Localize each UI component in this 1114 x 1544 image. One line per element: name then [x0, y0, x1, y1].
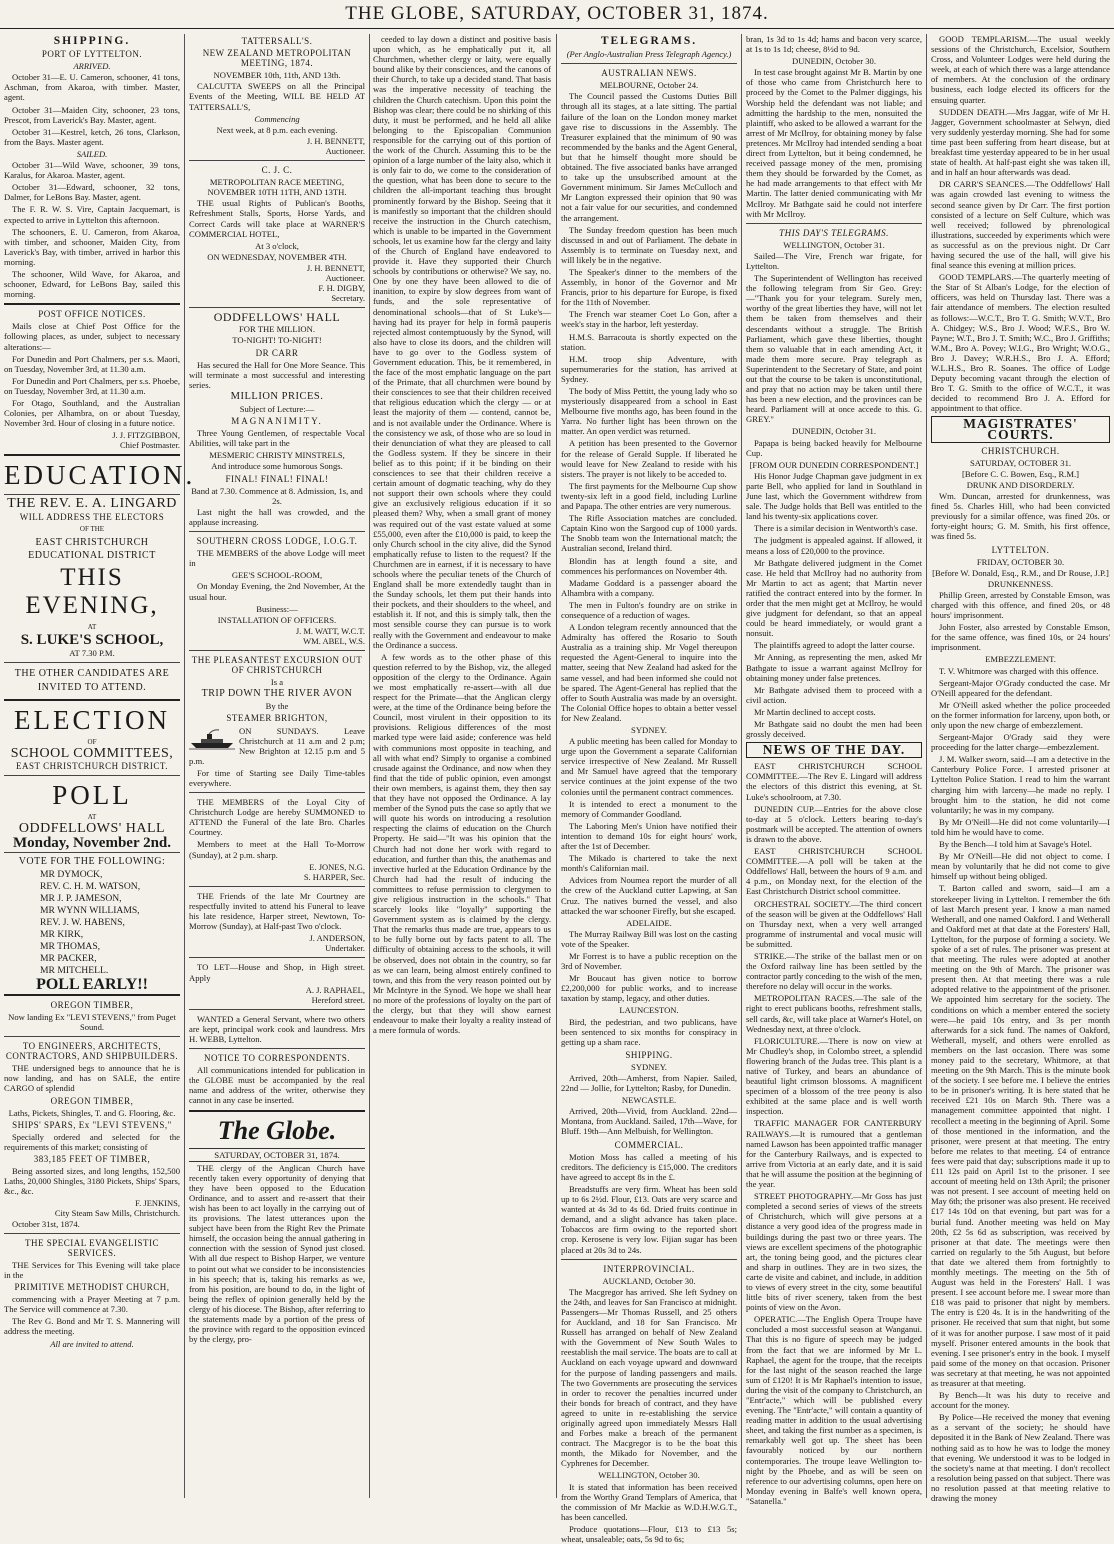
candidate-list: [4, 869, 180, 977]
post-notice: For Dunedin and Port Chalmers, per s.s. Phoebe, on Tuesday, November 3rd, at 11.30 a.m.: [4, 375, 180, 396]
dateline: DUNEDIN, October 30.: [791, 56, 876, 67]
news-paragraph: Arrived, 20th—Vivid, from Auckland. 22nd—Montana, from Auckland. Sailed, 17th—Wave, for Bluff. 19th—Ann Melbuish, for Wellington.: [561, 1106, 737, 1137]
ad-line: Commencing: [254, 113, 300, 124]
divider: [4, 1036, 180, 1037]
notice-text: All communications intended for publication in the GLOBE must be accompanied by the real name and address of the writer, otherwise they cannot in any case be inserted.: [189, 1065, 365, 1106]
ad-text: Three Young Gentlemen, of respectable Vocal Abilities, will take part in the: [189, 428, 365, 449]
ad-line: Now landing Ex "LEVI STEVENS," from Puget Sound.: [8, 1011, 176, 1032]
divider: [4, 699, 180, 701]
news-paragraph: The Mikado is chartered to take the next month's Californian mail.: [561, 853, 737, 874]
dateline: SYDNEY.: [631, 1061, 667, 1072]
news-paragraph: H.M.S. Barracouta is shortly expected on the station.: [561, 331, 737, 352]
dateline: DRUNK AND DISORDERLY.: [966, 479, 1075, 490]
ad-line: EAST CHRISTCHURCH EDUCATIONAL DISTRICT: [28, 536, 156, 561]
signature-title: City Steam Saw Mills, Christchurch.: [54, 1208, 180, 1219]
column-6: [931, 34, 1110, 1504]
court-paragraph: By Bench—It was his duty to receive and account for the money.: [931, 1390, 1110, 1411]
post-office-heading: POST OFFICE NOTICES.: [38, 309, 146, 320]
news-item: DUNEDIN CUP.—Entries for the above close to-day at 5 o'clock. Letters bearing to-day's postmark will be accepted. The attention of owners is drawn to the above.: [746, 803, 922, 844]
candidate-name: MR KIRK,: [40, 928, 84, 940]
court-paragraph: T. V. Whitmore was charged with this offence.: [939, 665, 1099, 676]
news-paragraph: Mr Anning, as representing the men, asked Mr Bathgate to issue a warrant against McIlroy for obtaining money under false pretences.: [746, 652, 922, 683]
dateline: FRIDAY, OCTOBER 30.: [976, 556, 1065, 567]
divider: [189, 307, 365, 308]
news-item: EAST CHRISTCHURCH SCHOOL COMMITTEE.—The Rev E. Lingard will address the electors of this district this evening, at St. Luke's schoolroom, at 7.30.: [746, 761, 922, 802]
ad-text: Members to meet at the Hall To-Morrow (Sunday), at 2 p.m. sharp.: [189, 839, 365, 860]
ad-text: THE undersigned begs to announce that he is now landing, and has on SALE, the entire CARGO of splendid: [4, 1063, 180, 1094]
column-rule: [556, 34, 557, 1498]
news-item: STREET PHOTOGRAPHY.—Mr Goss has just completed a second series of views of the streets of Christchurch, which will give persons at a distance a very good idea of the progress made in buildings during the past two or three years. The views are excellent specimens of the photographic art, the toning being good, and the pictures clear and sharp in outlines. They are in two sizes, the carte de visite and cabinet, and include, in addition to views of every street in the city, some beautiful little bits of river scenery, taken from the best points of view on the Avon.: [746, 1191, 922, 1313]
election-headline: ELECTION: [14, 705, 170, 736]
court-paragraph: Mr O'Neill asked whether the police proceeded on the former information for larceny, upon both, or only upon the new charge of embezzlement.: [931, 699, 1110, 730]
this-evening-headline: THIS EVENING,: [25, 563, 159, 619]
ad-heading: OREGON TIMBER,: [50, 999, 134, 1010]
arrived-heading: ARRIVED.: [73, 61, 111, 72]
signature-title: Auctioneer.: [325, 272, 365, 283]
signature-title: Auctioneer.: [325, 145, 365, 156]
court-paragraph: By Mr O'Neill—He did not object to come. I mean by voluntarily that he did not come to give himself up without being obliged.: [931, 851, 1110, 882]
candidate-name: REV. J. W. HABENS,: [40, 916, 125, 928]
shipping-entry: October 31—Wild Wave, schooner, 39 tons, Karalus, for Akaroa. Master, agent.: [4, 160, 180, 181]
news-paragraph: A London telegram recently announced that the Admiralty has offered the Rosario to South Australia as a training ship. Mr Vogel thereupon requested the Agent-General to inquire into the matter, seeing that New Zealand had asked for the same vessel, and had been informed she could not be spared. The Agent-General has replied that the offer to South Australia was made by an oversight. The Colonial Office hopes to obtain a better vessel for New Zealand.: [561, 622, 737, 723]
ad-line: Band at 7.30. Commence at 8. Admission, 1s, and 2s.: [191, 485, 363, 506]
candidate-name: MR PACKER,: [40, 952, 97, 964]
dateline: WELLINGTON, October 31.: [783, 239, 885, 250]
candidate-name: MR MITCHELL.: [40, 964, 109, 976]
ad-line: AT 7.30 P.M.: [69, 647, 115, 658]
ad-text: CALCUTTA SWEEPS on all the Principal Events of the Meeting, WILL BE HELD AT TATTERSALL'S,: [189, 81, 365, 112]
ad-line: EAST CHRISTCHURCH DISTRICT.: [16, 761, 168, 772]
news-paragraph: bran, 1s 3d to 1s 4d; hams and bacon very scarce, at 1s to 1s 1d; cheese, 8½d to 9d.: [746, 34, 922, 55]
editorial-paragraph: ceeded to lay down a distinct and positive basis upon which, as he emphatically put it, all Churchmen, whether clergy or laity, were equally bound alike by their consciences, and the canons of their Church, to take up a decided stand. That basis was the imperative necessity of teaching the children the Church catechism. Upon this point the Bishop was clear; there could be no shirking of this duty, it must be performed, and he held all alike belonging to the Episcopalian Communion responsible for the carrying out of this portion of the work of the Church. Assuming this to be the opinion of a large number of the laity also, which it is only fair to do, we come to the consideration of the question, what has been done to secure to the children the all-important teaching thus brought prominently forward by the Bishop. Seeing that it is manifestly so important that the children should receive the instruction in the Church catechism, which is unable to be imparted in the Government schools, let us examine how far the clergy and laity of the Church of England have endeavored to provide it. Have they supported their Church schools by contributions or otherwise? We say, no. One by one they have been allowed to die of inanition, to expire by slow degrees from want of funds, and the sole representative of denominational schools—that of St Luke's—having had its prayer for help in formâ pauperis rejected almost contemptuously by the Synod, will also have to close its doors, and the children will have to go over to the Godless system of Government education. This, be it remembered, in the face of the most emphatic language on the part of the Primate, that all churchmen were bound by their consciences to see that their children received that religious education which the clergy — or at least the majority of them — contend, cannot be, and is not available under the Ordinance. Where is the consistency we ask, of those who are so loud in their denunciation of what they are pleased to call the Godless system. If they be sincere in their belief as to this point; if it be binding on their consciences to see that their children receive a certain amount of dogmatic teaching, why do they not support their own schools where they could give an exclusively religious education if it so pleased them? Why, when a small grant of money was required out of the vast estate valued at some £55,000, even after the £10,000 is paid, to keep the only Church school in the city alive, did the Synod emphatically refuse to listen to the request? If the Churchmen are in earnest, if it is necessary to have schools where the peculiar tenets of the Church of England shall be more extendedly taught than in the Sunday schools, let them put their hands into their pockets, and their shoulders to the wheel, and establish it. If not, and this is simply talk, then the most sensible course they can pursue is to work really with the Government and endeavour to make the Ordinance a success.: [373, 34, 551, 650]
news-paragraph: His Honor Judge Chapman gave judgment in ex parte Bell, who applied for land in Southland in June last, which the Government withdrew from sale. The Judge holds that Bell was entitled to the land his twenty-six applications cover.: [746, 470, 922, 522]
divider: [189, 650, 365, 651]
dateline: LAUNCESTON.: [619, 1005, 679, 1016]
divider: [189, 792, 365, 793]
dateline: [Before W. Donald, Esq., R.M., and Dr Rouse, J.P.]: [932, 567, 1109, 578]
section-heading: SHIPPING.: [625, 1049, 673, 1060]
dateline: [Before C. C. Bowen, Esq., R.M.]: [962, 468, 1079, 479]
news-paragraph: The Laboring Men's Union have notified their intention to demand 10s for eight hours' work, after the 1st of December.: [561, 820, 737, 852]
ad-heading: SOUTHERN CROSS LODGE, I.O.G.T.: [196, 536, 358, 547]
ad-text: THE Friends of the late Mr Courtney are respectfully invited to attend his Funeral to leave his late residence, Harper street, Newtown, To-Morrow (Sunday), at Half-past Two o'clock.: [189, 890, 365, 932]
ad-text: On Monday Evening, the 2nd November, At the usual hour.: [189, 581, 365, 602]
news-paragraph: The Sunday freedom question has been much discussed in and out of Parliament. The debate in Assembly is to terminate on Tuesday next, and will likely be in the negative.: [561, 224, 737, 265]
news-item: TRAFFIC MANAGER FOR CANTERBURY RAILWAYS.—It is rumoured that a gentleman named Lawson has been appointed traffic manager for the Canterbury Railways, and is expected to arrive from Victoria at an early date, and it is said that he will assume the position at the beginning of the year.: [746, 1118, 922, 1190]
shipping-note: The schooners, E. U. Cameron, from Akaroa, with timber, and schooner, Maiden City, from Laverick's Bay, with timber, arrived in harbor this morning.: [4, 226, 180, 267]
court-paragraph: By the Bench—I told him at Savage's Hotel.: [939, 839, 1092, 850]
ad-line: Business:—: [256, 603, 298, 614]
signature: S. HARPER, Sec.: [303, 871, 365, 882]
ad-line: TRIP DOWN THE RIVER AVON: [201, 688, 353, 700]
ad-text: Last night the hall was crowded, and the applause increasing.: [189, 506, 365, 527]
ad-line: Next week, at 8 p.m. each evening.: [216, 124, 338, 135]
news-paragraph: There is a similar decision in Wentworth's case.: [754, 523, 918, 534]
candidate-name: MR THOMAS,: [40, 940, 101, 952]
lingard-line: THE REV. E. A. LINGARD: [7, 496, 177, 512]
news-of-the-day-heading: NEWS OF THE DAY.: [746, 742, 922, 758]
steamer-boat-icon: [189, 728, 235, 750]
monday-line: Monday, November 2nd.: [12, 834, 172, 851]
divider: [4, 454, 180, 456]
column-3: [373, 34, 551, 1499]
dateline: ADELAIDE.: [626, 917, 672, 928]
shipping-note: The schooner, Wild Wave, for Akaroa, and schooner, Edward, for LeBons Bay, sailed this morning.: [4, 268, 180, 300]
candidate-name: MR WYNN WILLIAMS,: [40, 904, 140, 916]
ad-text: TO LET—House and Shop, in High street. Apply: [189, 962, 365, 983]
court-paragraph: J. M. Walker sworn, said—I am a detective in the Canterbury Police Force. I arrested prisoner at Lyttelton Police Station. I read to him the warrant charging him with larceny—he made no reply. I brought him to the station, he did not come voluntarily; he was in my company.: [931, 754, 1110, 815]
signature: J. H. BENNETT,: [306, 135, 365, 146]
news-paragraph: It is stated that information has been received from the Worthy Grand Templars of America, that the commission of Mr Mackie as W.D.H.W.G.T., has been cancelled.: [561, 1481, 737, 1522]
news-paragraph: The Council passed the Customs Duties Bill through all its stages, at a late sitting. The partial failure of the loan on the London money market gave rise to discussions in the Assembly. The Treasurer explained that the minimum of 90 was recommended by the banks and the Agent General, but that he himself thought more should be obtained. The five associated banks have arranged to take up the unsubscribed amount at the Government minimum. Sir James McCulloch and Mr Langton expressed their opinion that 90 was not a fair value for our securities, and condemned the arrangement.: [561, 91, 737, 223]
ad-line: FINAL! FINAL! FINAL!: [225, 473, 329, 484]
ad-line: OREGON TIMBER,: [50, 1095, 134, 1106]
port-heading: PORT OF LYTTELTON.: [41, 49, 143, 60]
ad-text: Being assorted sizes, and long lengths, 152,500 Laths, 20,000 Shingles, 3180 Pickets, Ships' Spars, &c., &c.: [4, 1166, 180, 1197]
dateline: SATURDAY, OCTOBER 31.: [969, 457, 1072, 468]
ad-text: THE Services for This Evening will take place in the: [4, 1259, 180, 1280]
ad-text: THE usual Rights of Publican's Booths, Refreshment Stalls, Sports, Horse Yards, and Correct Cards will take place at WARNER'S COMMERCIAL HOTEL,: [189, 198, 365, 239]
ad-line: Is a: [270, 677, 284, 688]
post-notice: For Otago, Southland, and the Australian Colonies, per Alhambra, on or about Tuesday, November 3rd. Hour of closing in a future notice.: [4, 398, 180, 429]
news-paragraph: Arrived, 20th—Amherst, from Napier. Sailed, 22nd — Jollie, for Lyttelton; Rasby, for Dunedin.: [561, 1073, 737, 1094]
shipping-entry: October 31—E. U. Cameron, schooner, 41 tons, Aschman, from Akaroa, with timber. Master, agent.: [4, 72, 180, 103]
signature-title: Secretary.: [331, 293, 365, 304]
editorial-paragraph: THE clergy of the Anglican Church have recently taken every opportunity of denying that they have been opposed to the Education Ordinance, and to assert and re-assert that their wish has been to act loyally in the carrying out of its provisions. The latest utterances upon the subject have been from the Right Rev the Primate himself, the occasion being the annual gathering in connection with the session of Synod just closed. With all due respect to Bishop Harper, we venture to point out what we consider to be inconsistencies in his speech; that is, taking his remarks as we, from his position, are bound to do, in the light of being the reflex of opinion generally held by the clergy of his diocese. The Bishop, after referring to the statements made by a portion of the press of the province with regard to the opposition evinced by the clergy, pro-: [189, 1162, 365, 1345]
news-paragraph: Advices from Noumea report the murder of all the crew of the Auckland cutter Lapwing, at San Cruz. The natives burned the vessel, and also attacked the war schooner Firefly, but she escaped.: [561, 875, 737, 916]
divider: [4, 1233, 180, 1234]
ad-line: AT: [87, 622, 97, 631]
shipping-entry: October 31—Edward, schooner, 32 tons, Dalmer, for LeBons Bay. Master, agent.: [4, 182, 180, 203]
masthead: THE GLOBE, SATURDAY, OCTOBER 31, 1874.: [0, 0, 1114, 29]
candidate-name: MR J. P. JAMESON,: [40, 892, 122, 904]
news-paragraph: Madame Goddard is a passenger aboard the Alhambra with a company.: [561, 577, 737, 598]
ad-heading: THE SPECIAL EVANGELISTIC SERVICES.: [25, 1237, 159, 1258]
news-paragraph: The Superintendent of Wellington has received the following telegram from Sir Geo. Grey:—"Thank you for your telegram. Surely men, worthy of the great liberties they have, will not let them be taken from themselves and their descendants without a struggle. The British Parliament, which gave these liberties, thought them so valuable that in each amending Act, it made them more secure. Pray telegraph as Superintendent to the Secretary of State, and point out that the course to be taken is unconstitutional, and pray that no action may be taken until there has been a new election, and the provinces can be heard. Parliament will at once accede to this. G. GREY.": [746, 273, 922, 425]
news-paragraph: The Speaker's dinner to the members of the Assembly, in honor of the Governor and Mr Francis, prior to his departure for Europe, is fixed for the 11th of November.: [561, 266, 737, 308]
vote-line: VOTE FOR THE FOLLOWING:: [18, 855, 166, 867]
editorial-dateline: SATURDAY, OCTOBER 31, 1874.: [189, 1148, 365, 1162]
ad-line: SHIPS' SPARS, Ex "LEVI STEVENS,": [12, 1119, 172, 1130]
ad-text: Specially ordered and selected for the requirements of this market; consisting of: [4, 1131, 180, 1152]
court-paragraph: John Foster, also arrested by Constable Emson, for the same offence, was fined 10s, or 24 hours' imprisonment.: [931, 622, 1110, 653]
ad-line: OF THE: [79, 524, 105, 533]
magistrates-courts-heading: MAGISTRATES' COURTS.: [931, 416, 1110, 442]
ad-line: And introduce some humorous Songs.: [211, 461, 343, 472]
ad-line: Subject of Lecture:—: [239, 404, 315, 414]
dateline: EMBEZZLEMENT.: [985, 654, 1056, 665]
ad-line: GEE'S SCHOOL-ROOM,: [231, 570, 323, 581]
ad-line: Laths, Pickets, Shingles, T. and G. Flooring, &c.: [8, 1107, 176, 1118]
editorial-paragraph: A few words as to the other phase of this question referred to by the Bishop, viz, the alleged opposition of the clergy to the Ordinance. Again we most emphatically re-assert—with all due respect for the Primate—that the Anglican clergy were, at the time of the Ordinance being before the Council, most virulent in their opposition to its provisions. Religious differences of the most marked type were laid aside; conference was held with communions most opposite in teaching, and all with what end? Simply to organise a combined crusade against the Ordinance, and now when they find that the tide of public opinion, even amongst their own members, is against them, they then say that they have not opposed the Ordinance. A lay member of the Synod puts the case so aptly that we will quote his words on introducing a resolution respecting the claims of education on the Church Property. He said—"It was his opinion that the Church had not done her work with regard to education, and further than this, the anathemas and invective hurled at the Education Ordinance by the Church had had the result of inducing the committees to refuse permission to clergymen to give religious instruction in the schools." That scarcely looks like "loyally" supporting the Government system as is claimed by the clergy. That the remarks thus made are true, appears to us to be fully borne out by facts patent to all. The difficulty of obtaining access to the schools, it will be observed, does not obtain in the country, so far as we can learn, being almost entirely confined to town, and this from the very reason pointed out by Mr McIntyre in the Synod. We hope we shall hear no more of the professions of loyalty on the part of the clergy, but that they will show earnest endeavour to make their loyalty a reality instead of a mere formula of words.: [373, 651, 551, 1036]
ad-line: MAGNANIMITY.: [231, 416, 323, 427]
divider: [189, 1009, 365, 1010]
ad-text: October 31st, 1874.: [12, 1218, 80, 1229]
notice-heading: NOTICE TO CORRESPONDENTS.: [204, 1053, 350, 1064]
news-paragraph: Mr Forrest is to have a public reception on the 3rd of November.: [561, 950, 737, 972]
ad-text: The Rev G. Bond and Mr T. S. Mannering will address the meeting.: [4, 1316, 180, 1337]
ad-text: For time of Starting see Daily Time-tables everywhere.: [189, 767, 365, 788]
dateline: AUCKLAND, October 30.: [602, 1275, 696, 1286]
signature: J. J. FITZGIBBON,: [112, 430, 180, 441]
news-item: EAST CHRISTCHURCH SCHOOL COMMITTEE.—A poll will be taken at the Oddfellows' Hall, between the hours of 9 a.m. and 4 p.m., on Monday next, for the election of the East Christchurch District school committee.: [746, 846, 922, 897]
sailed-heading: SAILED.: [76, 148, 108, 159]
news-paragraph: Blondin has at length found a site, and commences his performances on November 4th.: [561, 555, 737, 576]
news-item: FLORICULTURE.—There is now on view at Mr Chudley's shop, in Colombo street, a splendid flowering branch of the Judas tree. This plant is a native of Turkey, and bears an abundance of beautiful light crimson blossoms. A magnificent specimen of a blossom of the tree peony is also exhibited at the same place and is well worth inspection.: [746, 1035, 922, 1117]
column-1: [4, 34, 196, 1499]
signature-title: Hereford street.: [311, 994, 365, 1005]
agency-line: (Per Anglo-Australian Press Telegraph Agency.): [566, 49, 732, 60]
ad-text: Has secured the Hall for One More Seance. This will terminate a most successful and interesting series.: [189, 359, 365, 390]
news-item: METROPOLITAN RACES.—The sale of the right to erect publicans booths, refreshment stalls, sell cards, &c, will take place at Warner's Hotel, on Wednesday next, at three o'clock.: [746, 993, 922, 1034]
signature: F. JENKINS,: [135, 1198, 180, 1209]
news-paragraph: It is intended to erect a monument to the memory of Commander Goodland.: [561, 798, 737, 819]
court-paragraph: By Mr O'Neill—He did not come voluntarily—I told him he would have to come.: [931, 816, 1110, 837]
divider: [4, 994, 180, 996]
ad-heading: TO ENGINEERS, ARCHITECTS, CONTRACTORS, AND SHIPBUILDERS.: [5, 1041, 179, 1062]
ad-line: STEAMER BRIGHTON,: [226, 713, 328, 724]
news-paragraph: In test case brought against Mr B. Martin by one of those who came from Christchurch here to proceed by the Comet to the Palmer diggings, his Worship held the defendant was not liable; and admitting the hardship to the men, nonsuited the plaintiff, who asked to be allowed a warrant for the arrest of Mr McIlroy, for obtaining money by false pretences. Mr McIlroy had intended sending a boat direct from Lyttelton, but it being condemned, he received passage money of the men, promising them they should be forwarded by the Comet, as he had made arrangements to that effect with Mr Martin. The latter denied communicating with Mr McIlroy. Mr Bathgate said he could not interfere with Mr McIlroy.: [746, 67, 922, 219]
news-paragraph: The Macgregor has arrived. She left Sydney on the 24th, and leaves for San Francisco at midnight. Passengers—Mr Thomas Russell, and 25 others for Auckland, and 18 for San Francisco. Mr Russell has arranged on behalf of New Zealand with the Government of New South Wales to reestablish the mail service. The boats are to call at Auckland on each voyage upward and downward for the purpose of landing passengers and mails. The two Governments are prosecuting the services in order to recover the penalties incurred under their bonds for breach of contract, and they have agreed to unite in re-establishing the service originally agreed upon immediately Messrs Hall and Forbes make a breach of the permanent contract. The Macgregor is to be the boat this month, the Mikado for November, and the Cyphrenes for December.: [561, 1286, 737, 1469]
divider: [746, 223, 922, 224]
section-heading: AUSTRALIAN NEWS.: [601, 68, 697, 79]
ad-line: MESMERIC CHRISTY MINSTRELS,: [209, 450, 345, 461]
ad-line: WILL ADDRESS THE ELECTORS: [19, 511, 165, 522]
dateline: WELLINGTON, October 30.: [598, 1470, 700, 1481]
news-item: OPERATIC.—The English Opera Troupe have concluded a most successful season at Wanganui. That this is no figure of speech may be judged from the fact that we are informed by Mr L. Raphael, the agent for the troupe, that the receipts for the last night of the season reached the large sum of £120! It is Mr Raphael's intention to issue, during the visit of the company to Christchurch, an "Entr'acte," which will be published every evening. The "Entr'acte," will contain a quantity of reading matter in addition to the usual advertising sheet, and taking the first number as a specimen, is remarkably well got up. The sheet has been favourably noticed by our northern contemporaries. The troupe leave Wellington to-night by the Phoebe, and as will be seen on reference to our advertising columns, open here on Monday evening in Balfe's well known opera, "Satanella.": [746, 1314, 922, 1506]
ad-heading: C. J. C.: [261, 165, 293, 176]
ad-text: THE MEMBERS of the above Lodge will meet in: [189, 548, 365, 569]
section-heading: COMMERCIAL.: [614, 1139, 684, 1150]
ad-line: All are invited to attend.: [50, 1338, 134, 1349]
news-paragraph: The French war steamer Coet Lo Gon, after a week's stay in the harbor, left yesterday.: [561, 309, 737, 330]
column-2: [189, 34, 365, 1499]
divider: [189, 160, 365, 161]
news-item: GOOD TEMPLARS.—The quarterly meeting of the Star of St Alban's Lodge, for the election of officers, was held on Thursday last. There was a fair attendance of members. The election resulted as follows:—W.C.T., Bro T. G. Smith; W.V.T., Bro A. Chidgey; W.S., Bro J. Wood; W.F.S., Bro W. Payne; W.T., Bro J. T. Smith; W.C., Bro J. Griffiths; W.M., Bro A. Povey; W.I.G., Bro Wright; W.O.G., Bro J. Davey; W.R.H.S., Bro J. A. Efford; W.L.H.S., Bro R. Soanes. The office of Lodge Deputy becoming vacant through the election of Bro T. G. Smith to the office of W.C.T., it was decided to recommend Bro J. A. Efford for appointment to that office.: [931, 272, 1110, 414]
signature: WM. ABEL, W.S.: [303, 635, 365, 646]
ad-line: FOR THE MILLION.: [239, 324, 315, 335]
committees-line: SCHOOL COMMITTEES,: [10, 746, 174, 762]
dateline: DRUNKENNESS.: [987, 578, 1054, 589]
dateline: NEWCASTLE.: [621, 1095, 677, 1106]
court-paragraph: Wm. Duncan, arrested for drunkenness, was fined 5s. Charles Hill, who had been convicted previously for a similar offence, was fined 20s. or forty-eight hours; G. M. Smith, his first offence, was fined 5s.: [931, 491, 1110, 542]
signature: J. ANDERSON,: [309, 933, 365, 944]
column-rule: [369, 34, 370, 1498]
the-globe-nameplate: The Globe.: [217, 1115, 337, 1145]
ad-line: AT: [87, 813, 97, 822]
dateline: SYDNEY.: [631, 725, 667, 735]
signature: A. J. RAPHAEL,: [305, 984, 365, 995]
ad-line: TO-NIGHT! TO-NIGHT!: [232, 335, 322, 346]
ad-line: 383,185 FEET OF TIMBER,: [33, 1154, 151, 1164]
signature: F. H. DIGBY,: [318, 283, 365, 294]
column-4: [561, 34, 737, 1544]
news-paragraph: Mr Bathgate said no doubt the men had been grossly deceived.: [746, 719, 922, 740]
ad-line: OF: [87, 738, 97, 747]
ad-heading: THE PLEASANTEST EXCURSION OUT OF CHRISTCHURCH: [191, 654, 363, 676]
news-paragraph: Mr Martin declined to accept costs.: [754, 706, 876, 717]
column-5: [746, 34, 922, 1506]
ad-line: ON WEDNESDAY, NOVEMBER 4TH.: [207, 251, 347, 262]
ad-line: At 3 o'clock,: [255, 240, 299, 251]
candidate-name: REV. C. H. M. WATSON,: [40, 880, 141, 892]
post-notice: Mails close at Chief Post Office for the following places, as under, subject to necessary alterations:—: [4, 321, 180, 352]
news-paragraph: H.M. troop ship Adventure, with supernumeraries for the station, has arrived at Sydney.: [561, 353, 737, 384]
news-paragraph: Produce quotations—Flour, £13 to £13 5s; wheat, unsaleable; oats, 5s 9d to 6s;: [561, 1523, 737, 1544]
signature-title: Chief Postmaster.: [120, 440, 180, 451]
news-paragraph: The judgment is appealed against. If allowed, it means a loss of £20,000 to the province.: [746, 535, 922, 556]
divider: [189, 957, 365, 958]
signature: E. JONES, N.G.: [309, 861, 365, 872]
news-paragraph: A public meeting has been called for Monday to urge upon the Government a separate Californian service irrespective of New Zealand. Mr Russell and Mr Samuel have agreed that the temporary service continues at the joint expense of the two colonies until the permanent contract commences.: [561, 736, 737, 797]
news-paragraph: Mr Bathgate advised them to proceed with a civil action.: [746, 684, 922, 705]
ad-line: METROPOLITAN RACE MEETING, NOVEMBER 10TH 11TH, AND 13TH.: [207, 177, 347, 198]
school-line: S. LUKE'S SCHOOL,: [20, 631, 164, 648]
poll-early-line: POLL EARLY!!: [36, 975, 148, 993]
shipping-entry: October 31—Kestrel, ketch, 26 tons, Clarkson, from the Bays. Master agent.: [4, 126, 180, 147]
ad-line: PRIMITIVE METHODIST CHURCH,: [14, 1282, 170, 1293]
news-item: ORCHESTRAL SOCIETY.—The third concert of the season will be given at the Oddfellows' Hall on Thursday next, when a very well arranged programme of instrumental and vocal music will be submitted.: [746, 898, 922, 949]
news-item: SUDDEN DEATH.—Mrs Jaggar, wife of Mr H. Jagger, Government schoolmaster at Selwyn, died very suddenly yesterday morning. She had for some time past been suffering from heart disease, but at breakfast time yesterday appeared to be in her usual state of health. At half-past eight she was taken ill, and in half an hour afterwards was dead.: [931, 106, 1110, 178]
court-paragraph: T. Barton called and sworn, said—I am a storekeeper living in Lyttelton. I remember the 6th of last March present year. I know a man named Wetherall, and one named Oakford. I and Wetherall and Oakford met at that date at the Foresters' Hall, Lyttelton, for the purpose of forming a society. We spoke of a set of rules. The prisoner was present at that meeting. The rules were adopted at another meeting on the 9th of March. The prisoner was present then. At that meeting there was a rule adopted relative to the appointment of the prisoner. We appointed him secretary for the society. The conditions on which a member entered the society were—he paid 10s entry, and 3s per month afterwards for a sick fund. The names of Oakford, Wetherall, myself, and others were enrolled as members on the last occasion. There was some money paid to the secretary, Whitmore, at that meeting on the 9th March. This is the minute book of the society. I see before me. I believe the entries to be in prisoner's writing. It is here stated that he received £21 10s on March 9th. There was a management committee appointed that night. I recollect a meeting in the beginning of April. Some of those mentioned in the information, and the prisoner, were present at that meeting. The entry before me relates to that meeting. £4 of entrance fees were paid that day; subscriptions made it up to £11 12s paid on April 1st to the prisoner. I see account of meeting held on 13th April; the prisoner was not present. I see account of meeting held on May 6th; the prisoner was also present. He received £17 14s 10d on that evening, but part was for a burial fund. Another meeting was held on May 20th, £2 5s 6d as subscription, was received by prisoner at that date. The meetings were then carried on regularly to the 5th August, but before that date we altered them from fortnightly to monthly meetings. The meeting on the 5th of August was held in the Foresters' Hall. I was present. I see account before me. I swear more than £18 was paid to prisoner that night by members. The entry is £20 4s. It is in the handwriting of the prisoner. He received that sum that night, but some of it was for another purpose. I saw most of it paid myself. Prisoner entered amounts in the book that evening. I see prisoner's entry in the book. I myself paid some of the money on that occasion. Prisoner was secretary at that meeting, he was not appointed as treasurer at that meeting.: [931, 883, 1110, 1388]
divider: [561, 1259, 737, 1260]
ad-line: INSTALLATION OF OFFICERS.: [217, 614, 337, 625]
shipping-heading: SHIPPING.: [53, 35, 131, 47]
section-heading: THIS DAY'S TELEGRAMS.: [779, 227, 889, 238]
telegrams-heading: TELEGRAMS.: [600, 35, 698, 47]
ad-line: NEW ZEALAND METROPOLITAN MEETING, 1874.: [202, 48, 352, 69]
dateline: MELBOURNE, October 24.: [599, 80, 699, 91]
steamer-ad: [189, 726, 365, 766]
dateline: DUNEDIN, October 31.: [791, 426, 876, 437]
ad-text: ON SUNDAYS. Leave Christchurch at 11 a.m and 2 p.m; New Brighton at 12.15 p.m and 5 p.m.: [189, 725, 365, 766]
ad-text: WANTED a General Servant, where two others are kept, principal work cook and laundress. Mrs H. WEBB, Lyttelton.: [189, 1013, 365, 1044]
court-paragraph: By Police—He received the money that evening as a servant of the society; he should have deposited it in the Bank of New Zealand. There was nothing said as to how he was to lodge the money that evening. We understood it was to be lodged in the society's name at that meeting. I don't recollect a resolution being passed on that subject. There was no resolution passed at that meeting relative to drawing the money: [931, 1412, 1110, 1504]
section-heading: LYTTELTON.: [991, 544, 1050, 555]
court-paragraph: Sergeant-Major O'Grady conducted the case. Mr O'Neill appeared for the defendant.: [931, 677, 1110, 698]
ad-line: DR CARR: [255, 347, 299, 358]
education-headline: EDUCATION.: [4, 460, 196, 491]
ad-line: THE OTHER CANDIDATES ARE INVITED TO ATTEND.: [14, 668, 170, 694]
ad-line: MILLION PRICES.: [230, 390, 324, 402]
signature-title: Undertaker.: [325, 943, 365, 954]
news-paragraph: The body of Miss Pettitt, the young lady who so mysteriously disappeared from a school in East Melbourne five months ago, has been found in the Yarra. No further light has been thrown on the matter. An open verdict was returned.: [561, 386, 737, 437]
news-paragraph: The plaintiffs agreed to adopt the latter course.: [754, 640, 915, 651]
news-paragraph: A petition has been presented to the Governor for the release of Gerald Supple. If liberated he would leave for New Zealand to reside with his sisters. The prayer is not likely to be acceded to.: [561, 438, 737, 479]
news-paragraph: Bird, the pedestrian, and two publicans, have been sentenced to six months for conspiracy in getting up a sham race.: [561, 1016, 737, 1047]
divider: [4, 662, 180, 663]
ad-line: By the: [265, 701, 289, 712]
ad-line: NOVEMBER 10th, 11th, AND 13th.: [213, 70, 341, 81]
news-paragraph: The Murray Railway Bill was lost on the casting vote of the Speaker.: [561, 928, 737, 949]
candidate-name: MR DYMOCK,: [40, 868, 103, 880]
news-item: STRIKE.—The strike of the ballast men or on the Oxford railway line has been settled by the contractor partly conceding to the wish of the men, therefore no delay will occur in the works.: [746, 950, 922, 992]
column-rule: [926, 34, 927, 1498]
divider: [189, 886, 365, 887]
divider: [189, 1110, 365, 1112]
divider: [4, 303, 180, 305]
shipping-note: The F. R. W. S. Vire, Captain Jacquemart, is expected to arrive in Lyttelton this afternoon.: [4, 204, 180, 225]
column-rule: [184, 34, 185, 1498]
news-paragraph: The Rifle Association matches are concluded. Captain Kino won the Sargood cup of 1000 yards. The Snobb team won the International match; the Australian second, Ireland third.: [561, 513, 737, 554]
news-paragraph: Mr Boucaut has given notice to borrow £2,200,000 for public works, and to increase taxation by stamp, legacy, and other duties.: [561, 973, 737, 1004]
news-paragraph: The first payments for the Melbourne Cup show twenty-six left in a good field, including Lurline and Papapa. The other entries are very numerous.: [561, 480, 737, 512]
divider: [4, 494, 180, 495]
section-heading: CHRISTCHURCH.: [981, 445, 1060, 456]
divider: [189, 531, 365, 532]
news-paragraph: The men in Fulton's foundry are on strike in consequence of a reduction of wages.: [561, 599, 737, 620]
news-item: DR CARR'S SEANCES.—The Oddfellows' Hall was again crowded last evening to witness the second seance given by Dr Carr. The first portion consisted of a lecture on Self Culture, which was well received; followed by phrenological illustrations, succeeded by experiments which were as successful as on the previous night. Dr Carr having secured the use of the hall, will give his final seance this evening at million prices.: [931, 179, 1110, 271]
ad-heading: ODDFELLOWS' HALL: [213, 310, 341, 325]
divider: [189, 1048, 365, 1049]
ad-heading: TATTERSALL'S.: [241, 36, 313, 46]
news-paragraph: Breadstuffs are very firm. Wheat has been sold up to 6s 2½d. Flour, £13. Oats are very scarce and wanted at 4s 3d to 4s 6d. Dried fruits continue in demand, and a slight advance has taken place. Tobaccos are firm owing to the reported short crop. Kerosene is very low. Fijian sugar has been placed at 20s 3d to 24s.: [561, 1183, 737, 1255]
news-paragraph: Papapa is being backed heavily for Melbourne Cup.: [746, 437, 922, 458]
poll-headline: POLL: [52, 780, 132, 811]
news-item: GOOD TEMPLARISM.—The usual weekly sessions of the Christchurch, Excelsior, Southern Cross, and Volunteer Lodges were held during the week, at each of which there was a large attendance of members. At the conclusion of the ordinary business, each lodge elected its officers for the ensuing quarter.: [931, 34, 1110, 105]
ad-text: commencing with a Prayer Meeting at 7 p.m. The Service will commence at 7.30.: [4, 1294, 180, 1315]
news-paragraph: Motion Moss has called a meeting of his creditors. The deficiency is £15,000. The creditors have agreed to accept 8s in the £.: [561, 1151, 737, 1182]
divider: [4, 775, 180, 776]
court-paragraph: Phillip Green, arrested by Constable Emson, was charged with this offence, and fined 20s, or 48 hours' imprisonment.: [931, 589, 1110, 621]
oddfellows-line: ODDFELLOWS' HALL: [18, 821, 166, 837]
news-paragraph: Mr Bathgate delivered judgment in the Comet case. He held that McIlroy had no authority from Mr Martin to act as agent; that Martin never ratified the contract entered into by the former. In order that the men might get at McIlroy, he would give judgment for defendant, so that an appeal could be heard immediately, or would grant a nonsuit.: [746, 557, 922, 639]
signature: J. M. WATT, W.C.T.: [295, 625, 365, 636]
shipping-entry: October 31—Maiden City, schooner, 23 tons, Prescot, from Laverick's Bay. Master, agent.: [4, 104, 180, 125]
ad-text: THE MEMBERS of the Loyal City of Christchurch Lodge are hereby SUMMONED to ATTEND the Funeral of the late Bro. Charles Courtney.: [189, 797, 365, 838]
column-rule: [741, 34, 742, 1498]
post-notice: For Dunedin and Port Chalmers, per s.s. Maori, on Tuesday, November 3rd, at 11.30 a.m.: [4, 353, 180, 374]
signature: J. H. BENNETT,: [306, 262, 365, 273]
section-heading: INTERPROVINCIAL.: [603, 1263, 695, 1274]
dateline: [FROM OUR DUNEDIN CORRESPONDENT.]: [749, 459, 919, 470]
news-paragraph: Sailed—The Vire, French war frigate, for Lyttelton.: [746, 250, 922, 271]
court-paragraph: Sergeant-Major O'Grady said they were proceeding for the latter charge—embezzlement.: [931, 732, 1110, 753]
divider: [4, 852, 180, 853]
divider: [561, 63, 737, 64]
